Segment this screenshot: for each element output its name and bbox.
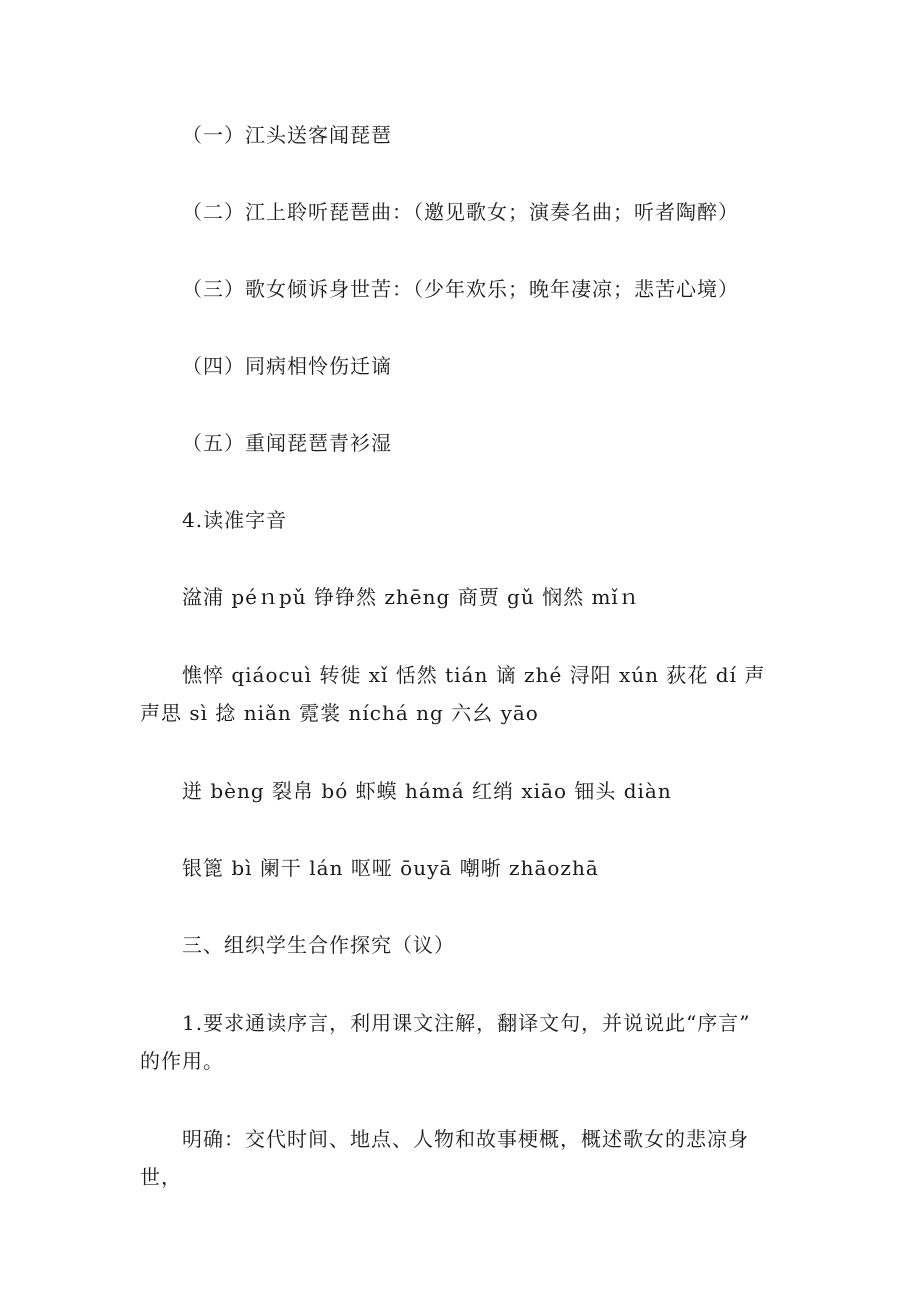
task-1-paragraph <box>140 1004 790 1080</box>
section-4-heading: 4.读准字音 <box>182 508 288 532</box>
pronunciation-paragraph-2 <box>140 656 790 732</box>
pronunciation-line-2a: 憔悴 qiáocuì 转徙 xǐ 恬然 tián 谪 zhé 浔阳 xún 荻花 dí 声 <box>182 663 766 687</box>
pronunciation-line-3: 迸 bèng 裂帛 bó 虾蟆 hámá 红绡 xiāo 钿头 diàn <box>182 779 672 803</box>
pronunciation-line-1: 湓浦 péｎpǔ 铮铮然 zhēng 商贾 gǔ 悯然 mǐｎ <box>182 585 640 609</box>
task-1-line-b: 的作用。 <box>140 1049 224 1073</box>
pronunciation-line-4: 银篦 bì 阑干 lán 呕哑 ōuyā 嘲哳 zhāozhā <box>182 856 599 880</box>
outline-item-1: （一）江头送客闻琵琶 <box>182 123 392 147</box>
task-1-line-a: 1.要求通读序言，利用课文注解，翻译文句，并说说此“序言” <box>182 1011 751 1035</box>
outline-item-4: （四）同病相怜伤迁谪 <box>182 354 392 378</box>
answer-paragraph: 明确：交代时间、地点、人物和故事梗概，概述歌女的悲凉身世， <box>140 1127 749 1189</box>
outline-item-2: （二）江上聆听琵琶曲：（邀见歌女；演奏名曲；听者陶醉） <box>182 200 739 224</box>
outline-item-3: （三）歌女倾诉身世苦：（少年欢乐；晚年凄凉；悲苦心境） <box>182 277 739 301</box>
outline-item-5: （五）重闻琵琶青衫湿 <box>182 431 392 455</box>
pronunciation-line-2b: 声思 sì 捻 niǎn 霓裳 níchá ng 六幺 yāo <box>140 701 539 725</box>
section-3-heading: 三、组织学生合作探究（议） <box>182 933 455 957</box>
